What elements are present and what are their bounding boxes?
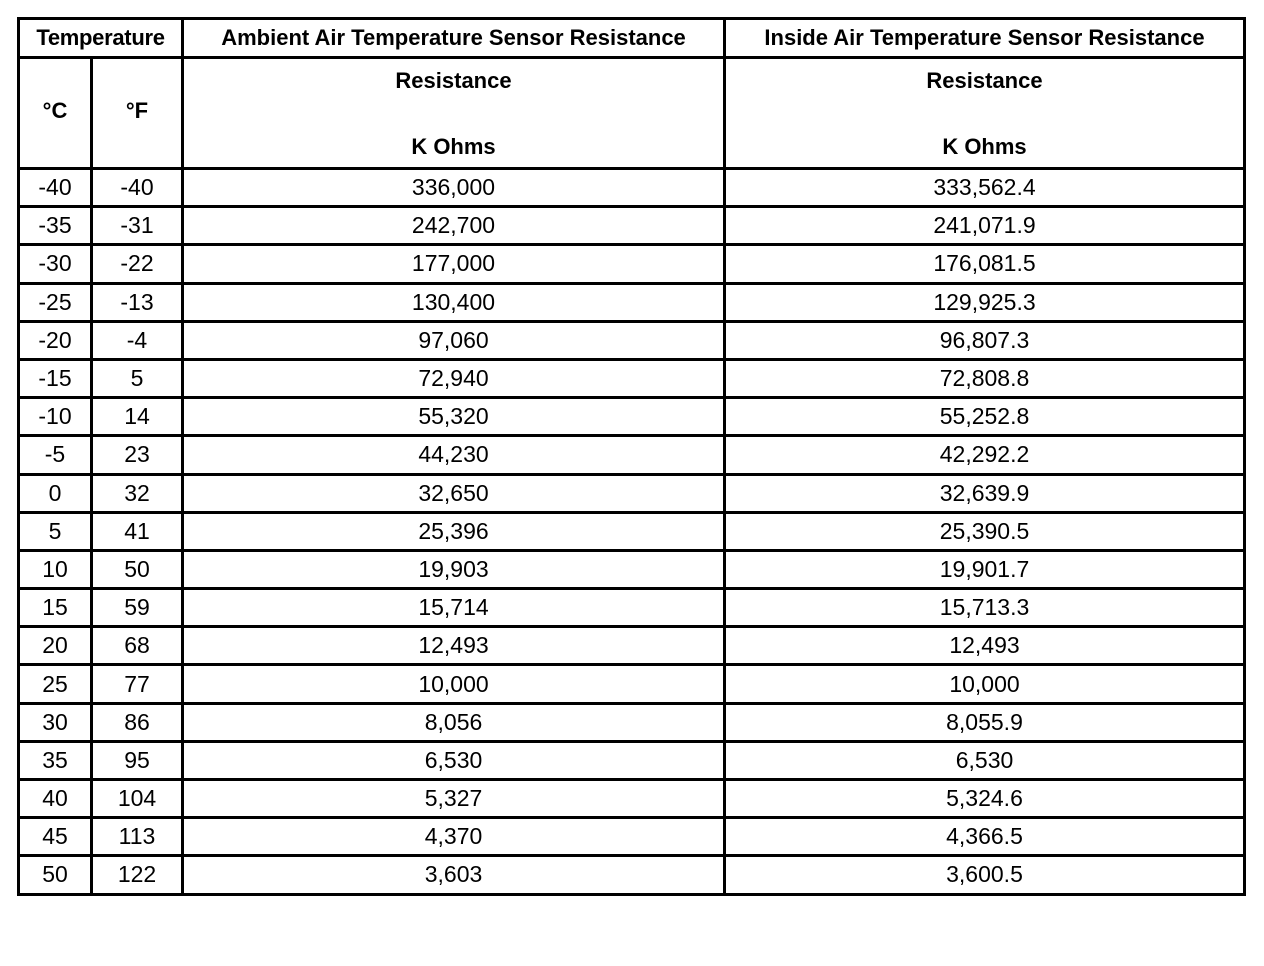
inside-resistance-cell: 72,808.8 xyxy=(725,359,1245,397)
fahrenheit-cell: 104 xyxy=(92,780,183,818)
table-row xyxy=(19,627,1245,665)
fahrenheit-header: °F xyxy=(92,58,183,169)
celsius-cell: -25 xyxy=(19,283,92,321)
fahrenheit-cell: 32 xyxy=(92,474,183,512)
ambient-resistance-cell: 4,370 xyxy=(183,818,725,856)
table-row xyxy=(19,703,1245,741)
ambient-resistance-cell: 6,530 xyxy=(183,741,725,779)
fahrenheit-cell: 5 xyxy=(92,359,183,397)
inside-resistance-cell: 15,713.3 xyxy=(725,589,1245,627)
table-row xyxy=(19,474,1245,512)
inside-resistance-unit: K Ohms xyxy=(942,134,1027,159)
celsius-cell: -5 xyxy=(19,436,92,474)
fahrenheit-cell: 50 xyxy=(92,550,183,588)
ambient-resistance-cell: 177,000 xyxy=(183,245,725,283)
inside-resistance-header xyxy=(725,58,1245,169)
resistance-table-sheet xyxy=(17,17,1243,896)
fahrenheit-cell: 95 xyxy=(92,741,183,779)
fahrenheit-cell: -4 xyxy=(92,321,183,359)
inside-resistance-cell: 3,600.5 xyxy=(725,856,1245,894)
table-row xyxy=(19,398,1245,436)
ambient-resistance-cell: 19,903 xyxy=(183,550,725,588)
table-row xyxy=(19,856,1245,894)
celsius-cell: -20 xyxy=(19,321,92,359)
inside-resistance-cell: 10,000 xyxy=(725,665,1245,703)
table-row xyxy=(19,589,1245,627)
celsius-cell: 50 xyxy=(19,856,92,894)
inside-resistance-cell: 96,807.3 xyxy=(725,321,1245,359)
ambient-resistance-cell: 3,603 xyxy=(183,856,725,894)
celsius-cell: 0 xyxy=(19,474,92,512)
inside-resistance-cell: 4,366.5 xyxy=(725,818,1245,856)
fahrenheit-cell: 68 xyxy=(92,627,183,665)
celsius-cell: -40 xyxy=(19,169,92,207)
inside-resistance-cell: 32,639.9 xyxy=(725,474,1245,512)
ambient-resistance-cell: 55,320 xyxy=(183,398,725,436)
ambient-resistance-cell: 72,940 xyxy=(183,359,725,397)
celsius-cell: 40 xyxy=(19,780,92,818)
table-row xyxy=(19,245,1245,283)
header-row-titles xyxy=(19,19,1245,58)
table-row xyxy=(19,780,1245,818)
inside-resistance-cell: 42,292.2 xyxy=(725,436,1245,474)
fahrenheit-cell: 59 xyxy=(92,589,183,627)
inside-resistance-cell: 6,530 xyxy=(725,741,1245,779)
celsius-cell: 35 xyxy=(19,741,92,779)
fahrenheit-cell: -40 xyxy=(92,169,183,207)
ambient-sensor-header: Ambient Air Temperature Sensor Resistance xyxy=(183,19,725,58)
table-row xyxy=(19,169,1245,207)
inside-resistance-cell: 19,901.7 xyxy=(725,550,1245,588)
inside-resistance-cell: 25,390.5 xyxy=(725,512,1245,550)
fahrenheit-cell: 113 xyxy=(92,818,183,856)
inside-resistance-cell: 333,562.4 xyxy=(725,169,1245,207)
fahrenheit-cell: 77 xyxy=(92,665,183,703)
celsius-cell: 25 xyxy=(19,665,92,703)
table-row xyxy=(19,283,1245,321)
celsius-cell: -15 xyxy=(19,359,92,397)
celsius-cell: 30 xyxy=(19,703,92,741)
celsius-cell: 20 xyxy=(19,627,92,665)
ambient-resistance-cell: 5,327 xyxy=(183,780,725,818)
inside-resistance-cell: 176,081.5 xyxy=(725,245,1245,283)
table-row xyxy=(19,207,1245,245)
fahrenheit-cell: -31 xyxy=(92,207,183,245)
celsius-header: °C xyxy=(19,58,92,169)
inside-resistance-cell: 55,252.8 xyxy=(725,398,1245,436)
fahrenheit-cell: 41 xyxy=(92,512,183,550)
ambient-resistance-unit: K Ohms xyxy=(411,134,496,159)
ambient-resistance-cell: 97,060 xyxy=(183,321,725,359)
ambient-resistance-cell: 242,700 xyxy=(183,207,725,245)
celsius-cell: 15 xyxy=(19,589,92,627)
ambient-resistance-cell: 25,396 xyxy=(183,512,725,550)
celsius-cell: 45 xyxy=(19,818,92,856)
table-row xyxy=(19,321,1245,359)
table-row xyxy=(19,741,1245,779)
header-row-units xyxy=(19,58,1245,169)
celsius-cell: 5 xyxy=(19,512,92,550)
inside-resistance-cell: 12,493 xyxy=(725,627,1245,665)
inside-resistance-cell: 8,055.9 xyxy=(725,703,1245,741)
inside-sensor-header: Inside Air Temperature Sensor Resistance xyxy=(725,19,1245,58)
table-row xyxy=(19,550,1245,588)
celsius-cell: 10 xyxy=(19,550,92,588)
ambient-resistance-cell: 130,400 xyxy=(183,283,725,321)
table-row xyxy=(19,436,1245,474)
table-row xyxy=(19,359,1245,397)
table-body xyxy=(19,169,1245,895)
ambient-resistance-cell: 44,230 xyxy=(183,436,725,474)
celsius-cell: -35 xyxy=(19,207,92,245)
ambient-resistance-cell: 12,493 xyxy=(183,627,725,665)
table-row xyxy=(19,665,1245,703)
inside-resistance-cell: 129,925.3 xyxy=(725,283,1245,321)
ambient-resistance-cell: 336,000 xyxy=(183,169,725,207)
fahrenheit-cell: -22 xyxy=(92,245,183,283)
celsius-cell: -30 xyxy=(19,245,92,283)
table-row xyxy=(19,818,1245,856)
inside-resistance-cell: 5,324.6 xyxy=(725,780,1245,818)
ambient-resistance-header xyxy=(183,58,725,169)
ambient-resistance-label: Resistance xyxy=(395,68,512,93)
ambient-resistance-cell: 15,714 xyxy=(183,589,725,627)
fahrenheit-cell: 23 xyxy=(92,436,183,474)
fahrenheit-cell: -13 xyxy=(92,283,183,321)
fahrenheit-cell: 122 xyxy=(92,856,183,894)
inside-resistance-label: Resistance xyxy=(926,68,1043,93)
ambient-resistance-cell: 32,650 xyxy=(183,474,725,512)
fahrenheit-cell: 86 xyxy=(92,703,183,741)
ambient-resistance-cell: 10,000 xyxy=(183,665,725,703)
inside-resistance-cell: 241,071.9 xyxy=(725,207,1245,245)
temperature-header: Temperature xyxy=(19,19,183,58)
fahrenheit-cell: 14 xyxy=(92,398,183,436)
sensor-resistance-table xyxy=(17,17,1246,896)
table-row xyxy=(19,512,1245,550)
ambient-resistance-cell: 8,056 xyxy=(183,703,725,741)
celsius-cell: -10 xyxy=(19,398,92,436)
